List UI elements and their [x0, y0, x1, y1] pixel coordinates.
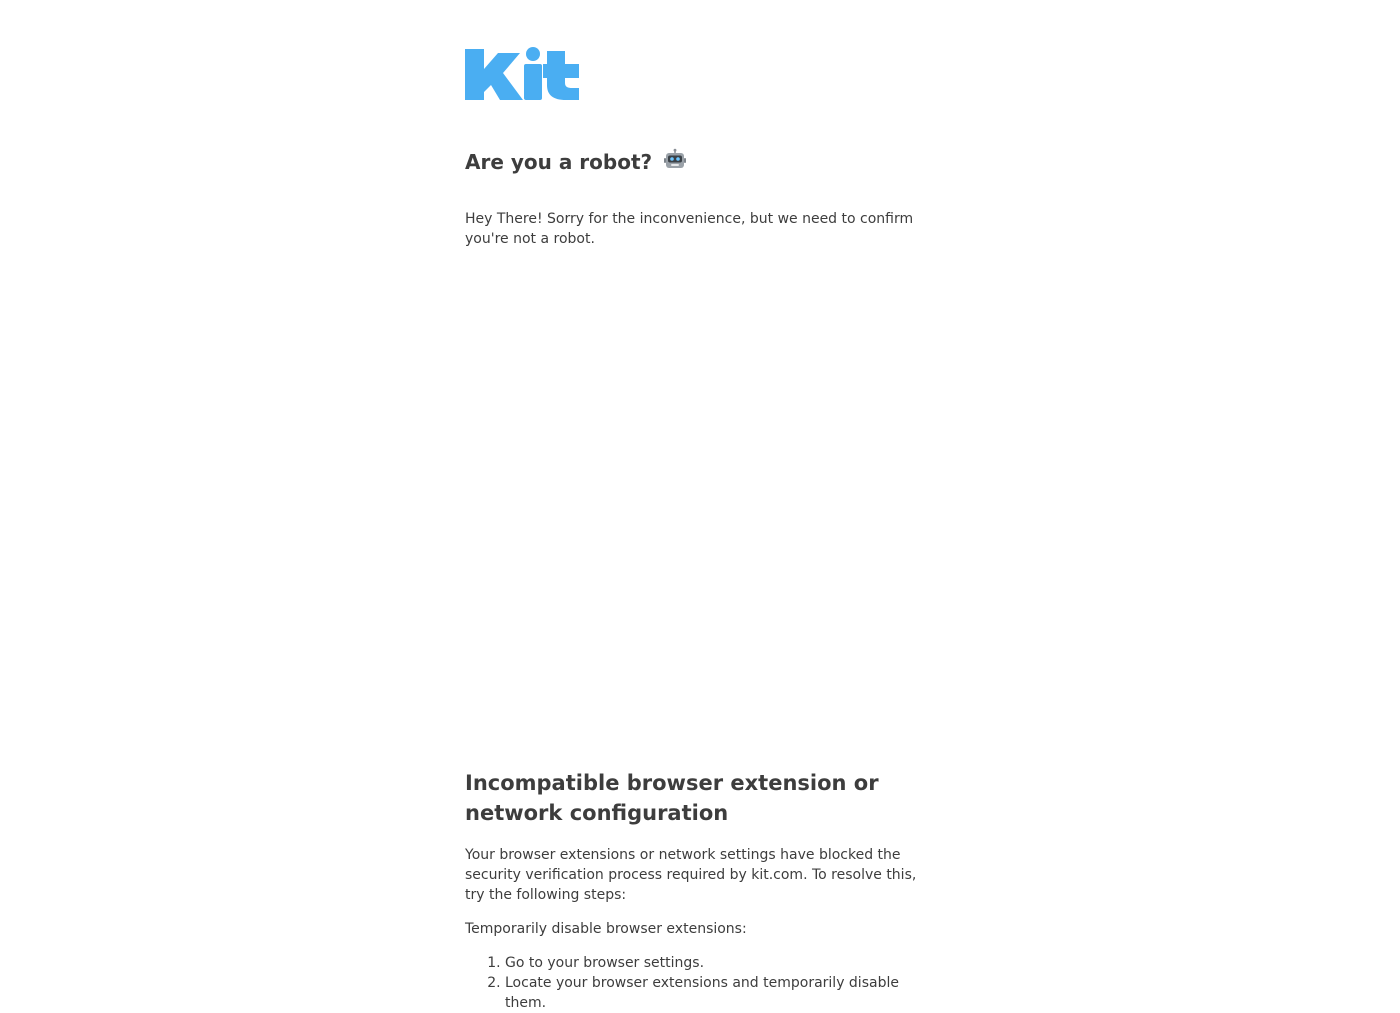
steps-heading: Temporarily disable browser extensions:: [465, 921, 747, 937]
incompatible-body: Your browser extensions or network settings have blocked the security verification process required by kit.com. To resolve this, try the following steps:: [465, 847, 917, 903]
verification-area: [465, 270, 920, 740]
list-item: 2. Locate your browser extensions and temporarily disable them.: [505, 973, 920, 1013]
list-item: 1. Go to your browser settings.: [505, 953, 920, 973]
robot-icon: [663, 148, 687, 172]
incompatible-heading: Incompatible browser extension or network configuration: [465, 771, 879, 825]
intro-text: Hey There! Sorry for the inconvenience, but we need to confirm you're not a robot.: [465, 211, 914, 247]
page-title-text: Are you a robot?: [465, 150, 660, 174]
kit-logo: [465, 47, 581, 101]
page-title: [465, 148, 687, 176]
steps-list: [465, 953, 920, 1013]
